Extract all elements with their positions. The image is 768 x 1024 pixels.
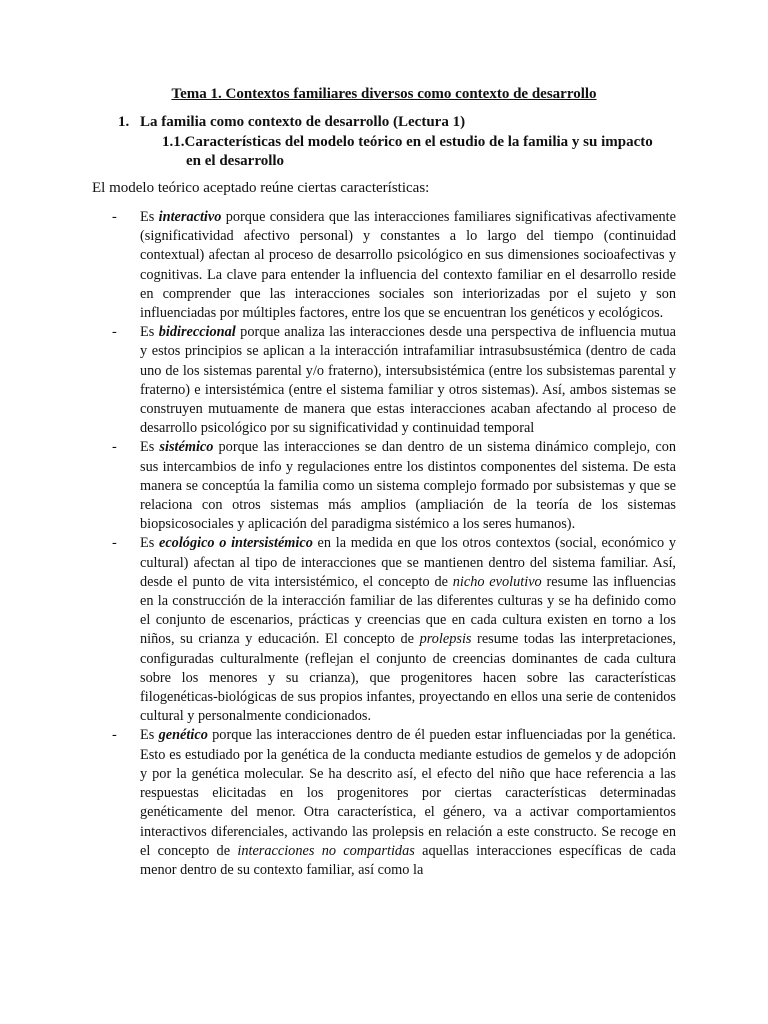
term-sistemico: sistémico bbox=[159, 439, 214, 456]
bullet-dash: - bbox=[112, 324, 117, 341]
characteristics-list bbox=[112, 208, 676, 880]
list-item-genetico bbox=[112, 726, 676, 880]
bullet-dash: - bbox=[112, 439, 117, 456]
list-item-interactivo bbox=[112, 208, 676, 323]
item-prefix: Es bbox=[140, 324, 159, 341]
item-text: en la medida en que los otros contextos (social, económico y cultural) afectan al tipo de interacciones que se mantienen dentro del sistema familiar. Así, desde el punto de vita intersistémico, el concepto de bbox=[140, 535, 676, 590]
list-item-ecologico bbox=[112, 534, 676, 726]
item-prefix: Es bbox=[140, 535, 159, 552]
term-bidireccional: bidireccional bbox=[158, 324, 236, 341]
section-heading bbox=[118, 114, 465, 131]
italic-nicho-evolutivo: nicho evolutivo bbox=[452, 573, 542, 590]
term-interactivo: interactivo bbox=[158, 209, 222, 225]
bullet-dash: - bbox=[112, 535, 117, 552]
italic-interacciones-no-compartidas: interacciones no compartidas bbox=[237, 842, 415, 859]
list-item-bidireccional bbox=[112, 323, 676, 438]
term-genetico: genético bbox=[158, 727, 208, 744]
item-prefix: Es bbox=[140, 209, 159, 225]
list-item-sistemico bbox=[112, 438, 676, 534]
intro-paragraph: El modelo teórico aceptado reúne ciertas características: bbox=[92, 180, 430, 196]
item-text: resume todas las interpretaciones, configuradas culturalmente (reflejan el conjunto de creencias dominantes de cada cultura sobre los menores y su crianza), que progenitores hacen sobre las características filogenéticas-biológicas de sus propios infantes, proyectando en ellos una serie de contenidos cultural y personalmente condicionados. bbox=[140, 631, 676, 725]
subsection-heading-line2: en el desarrollo bbox=[186, 153, 285, 169]
subsection-heading bbox=[162, 133, 682, 171]
italic-prolepsis: prolepsis bbox=[419, 631, 472, 648]
document-title: Tema 1. Contextos familiares diversos como contexto de desarrollo bbox=[171, 86, 597, 102]
item-text: porque analiza las interacciones desde una perspectiva de influencia mutua y estos principios se aplican a la interacción intrafamiliar intrasubsustémica (dentro de cada uno de los sistemas parental y/o fraterno), intersubsistémica (entre los subsistemas parental y fraterno) e intersistémica (entre el sistema familiar y otros sistemas). Así, ambos sistemas se construyen mutuamente de manera que estas interacciones acaban afectando al proceso de desarrollo psicológico por su significatividad y continuidad temporal bbox=[140, 324, 676, 437]
item-text: porque las interacciones dentro de él pueden estar influenciadas por la genética. Esto es estudiado por la genética de la conducta mediante estudios de gemelos y de adopción y por la genética molecular. Se ha descrito así, el efecto del niño que hace referencia a las respuestas elicitadas en los progenitores por ciertas características determinadas genéticamente del menor. Otra característica, el género, va a activar comportamientos interactivos diferenciales, activando las prolepsis en relación a este constructo. Se recoge en el concepto de bbox=[140, 727, 676, 859]
item-text: porque considera que las interacciones familiares significativas afectivamente (significatividad afectivo personal) y constantes a lo largo del tiempo (continuidad contextual) afectan al proceso de desarrollo psicológico en sus dimensiones socioafectivas y cognitivas. La clave para entender la influencia del contexto familiar en el desarrollo reside en comprender que las interacciones sociales son interiorizadas por el sujeto y son influenciadas por múltiples factores, entre los que se encuentran los genéticos y ecológicos. bbox=[140, 209, 677, 322]
section-number: 1. bbox=[118, 114, 130, 130]
section-heading-text: La familia como contexto de desarrollo (Lectura 1) bbox=[140, 114, 466, 130]
item-text: resume las influencias en la construcción de la interacción familiar de las diferentes culturas y se ha definido como el conjunto de escenarios, prácticas y creencias que en cada cultura existen en torno a los niños, su crianza y educación. El concepto de bbox=[140, 573, 676, 648]
item-prefix: Es bbox=[140, 727, 159, 744]
item-text: porque las interacciones se dan dentro de un sistema dinámico complejo, con sus intercambios de info y regulaciones entre los distintos componentes del sistema. De esta manera se conceptúa la familia como un sistema complejo formado por subsistemas y que se relaciona con otros sistemas más amplios (ampliación de la teoría de los sistemas biopsicosociales y aplicación del paradigma sistémico a los seres humanos). bbox=[140, 439, 676, 533]
subsection-heading-line1: 1.1.Características del modelo teórico en el estudio de la familia y su impacto bbox=[162, 134, 653, 150]
bullet-dash: - bbox=[112, 209, 117, 225]
item-text: aquellas interacciones específicas de cada menor dentro de su contexto familiar, así como la bbox=[140, 842, 677, 878]
item-prefix: Es bbox=[140, 439, 160, 456]
bullet-dash: - bbox=[112, 727, 117, 744]
term-ecologico: ecológico o intersistémico bbox=[158, 535, 313, 552]
